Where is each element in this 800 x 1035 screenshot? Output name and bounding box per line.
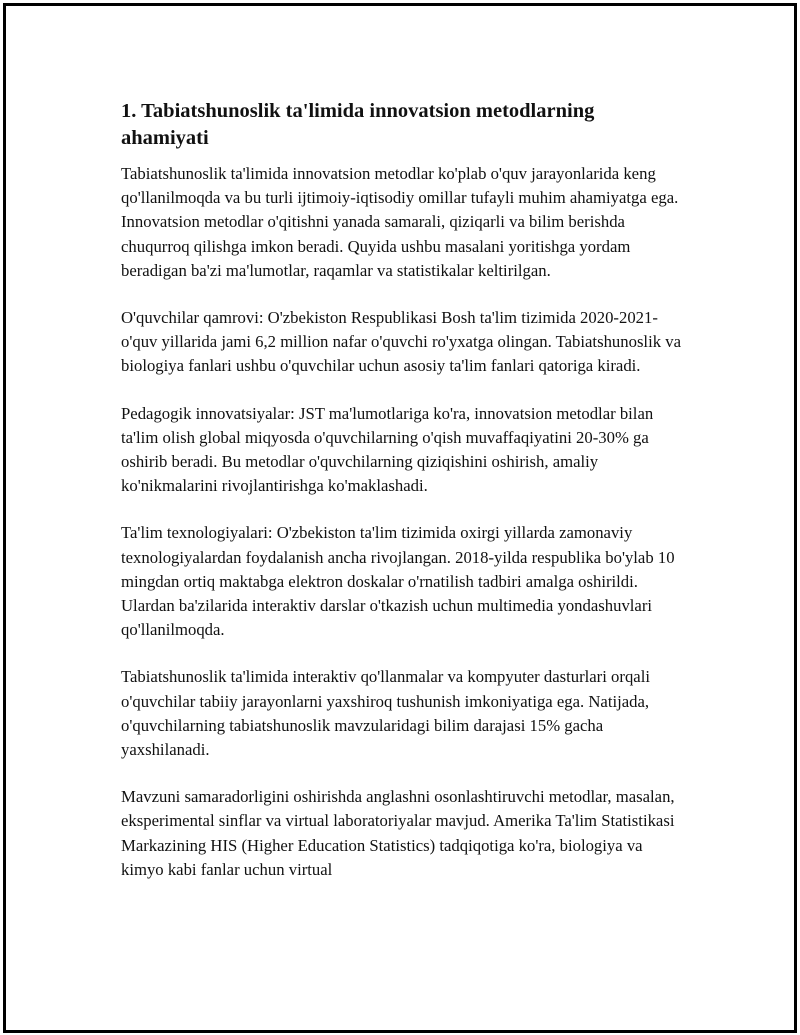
paragraph-student-coverage: O'quvchilar qamrovi: O'zbekiston Respublikasi Bosh ta'lim tizimida 2020-2021-o'quv yillarida jami 6,2 million nafar o'quvchi ro'yxatga olingan. Tabiatshunoslik va biologiya fanlari ushbu o'quvchilar uchun asosiy ta'lim fanlari qatoriga kiradi.	[121, 308, 681, 376]
paragraph-pedagogical-innovations: Pedagogik innovatsiyalar: JST ma'lumotlariga ko'ra, innovatsion metodlar bilan ta'lim olish global miqyosda o'quvchilarning o'qish muvaffaqiyatini 20-30% ga oshirib beradi. Bu metodlar o'quvchilarning qiziqishini oshirish, amaliy ko'nikmalarini rivojlantirishga ko'maklashadi.	[121, 403, 654, 496]
paragraph-intro: Tabiatshunoslik ta'limida innovatsion metodlar ko'plab o'quv jarayonlarida keng qo'llanilmoqda va bu turli ijtimoiy-iqtisodiy omillar tufayli muhim ahamiyatga ega. Innovatsion metodlar o'qitishni yanada samarali, qiziqarli va bilim berishda chuqurroq qilishga imkon beradi. Quyida ushbu masalani yoritishga yordam beradigan ba'zi ma'lumotlar, raqamlar va statistikalar keltirilgan.	[121, 164, 679, 280]
document-body	[121, 98, 681, 905]
section-heading: 1. Tabiatshunoslik ta'limida innovatsion metodlarning ahamiyati	[121, 100, 595, 149]
paragraph-interactive-tools: Tabiatshunoslik ta'limida interaktiv qo'llanmalar va kompyuter dasturlari orqali o'quvchilar tabiiy jarayonlarni yaxshiroq tushunish imkoniyatiga ega. Natijada, o'quvchilarning tabiatshunoslik mavzularidagi bilim darajasi 15% gacha yaxshilanadi.	[121, 667, 650, 760]
paragraph-education-technologies: Ta'lim texnologiyalari: O'zbekiston ta'lim tizimida oxirgi yillarda zamonaviy texnologiyalardan foydalanish ancha rivojlangan. 2018-yilda respublika bo'ylab 10 mingdan ortiq maktabga elektron doskalar o'rnatilish tadbiri amalga oshirildi. Ulardan ba'zilarida interaktiv darslar o'tkazish uchun multimedia yondashuvlari qo'llanilmoqda.	[121, 523, 675, 640]
paragraph-virtual-labs: Mavzuni samaradorligini oshirishda anglashni osonlashtiruvchi metodlar, masalan, eksperimental sinflar va virtual laboratoriyalar mavjud. Amerika Ta'lim Statistikasi Markazining HIS (Higher Education Statistics) tadqiqotiga ko'ra, biologiya va kimyo kabi fanlar uchun virtual	[121, 787, 675, 879]
document-page	[3, 3, 797, 1033]
